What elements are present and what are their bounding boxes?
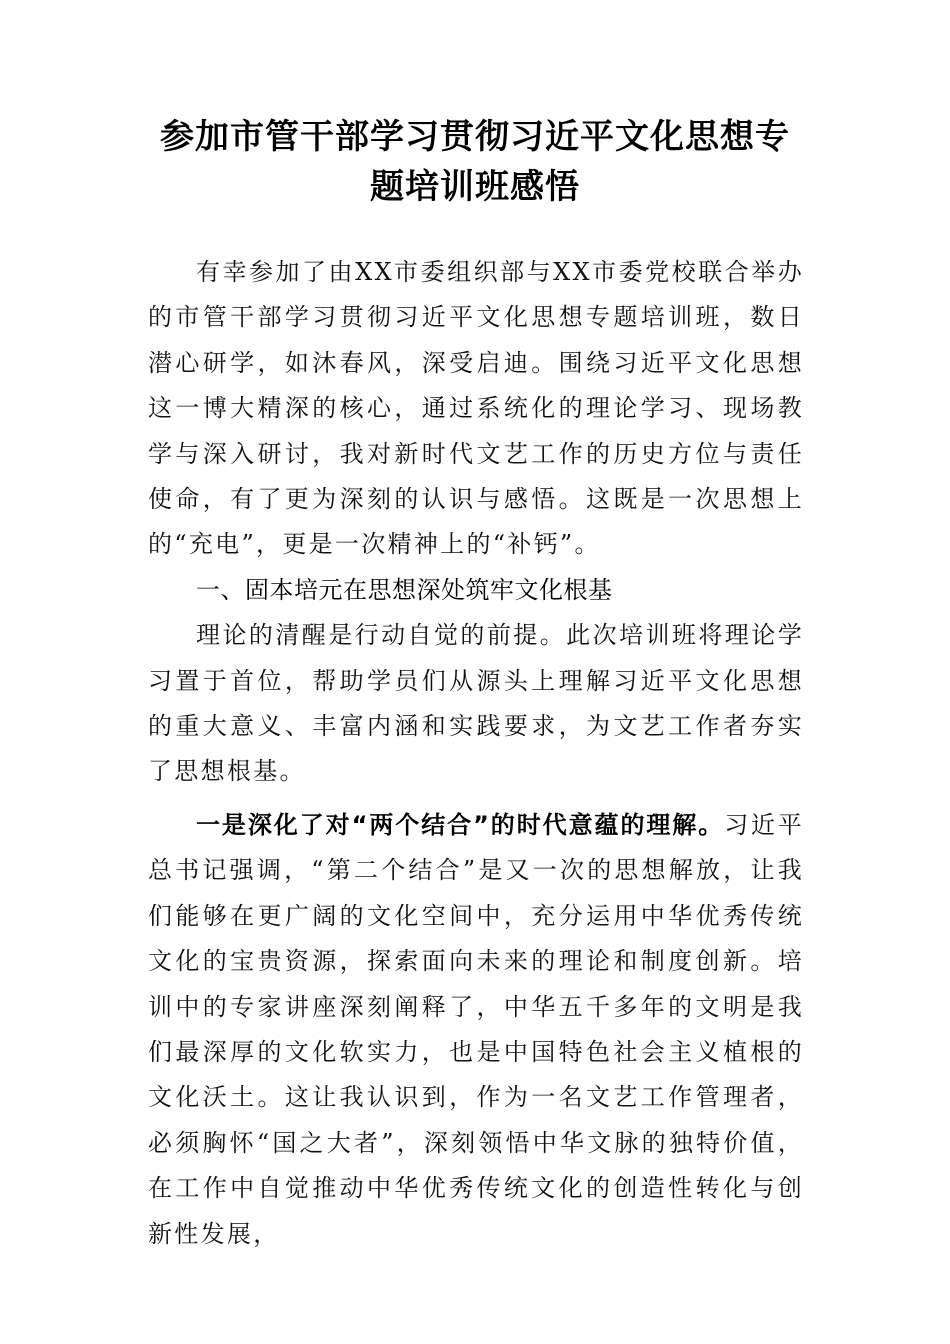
intro-paragraph: 有幸参加了由XX市委组织部与XX市委党校联合举办的市管干部学习贯彻习近平文化思想专题培训班，数日潜心研学，如沐春风，深受启迪。围绕习近平文化思想这一博大精深的核心，通过系统化的理论学习、现场教学与深入研讨，我对新时代文艺工作的历史方位与责任使命，有了更为深刻的认识与感悟。这既是一次思想上的“充电”，更是一次精神上的“补钙”。 xyxy=(148,258,804,559)
document-body xyxy=(148,250,804,1257)
point-lead: 一是深化了对“两个结合”的时代意蕴的理解。 xyxy=(196,810,725,839)
point-paragraph xyxy=(148,803,804,1257)
section-heading: 一、固本培元在思想深处筑牢文化根基 xyxy=(196,575,613,604)
paragraph-gap xyxy=(148,795,804,803)
point-text: 习近平总书记强调，“第二个结合”是又一次的思想解放，让我们能够在更广阔的文化空间中，充分运用中华优秀传统文化的宝贵资源，探索面向未来的理论和制度创新。培训中的专家讲座深刻阐释了，中华五千多年的文明是我们最深厚的文化软实力，也是中国特色社会主义植根的文化沃土。这让我认识到，作为一名文艺工作管理者，必须胸怀“国之大者”，深刻领悟中华文脉的独特价值，在工作中自觉推动中华优秀传统文化的创造性转化与创新性发展， xyxy=(148,810,804,1248)
section-paragraph: 理论的清醒是行动自觉的前提。此次培训班将理论学习置于首位，帮助学员们从源头上理解习近平文化思想的重大意义、丰富内涵和实践要求，为文艺工作者夯实了思想根基。 xyxy=(148,621,804,786)
document-title: 参加市管干部学习贯彻习近平文化思想专题培训班感悟 xyxy=(160,117,790,207)
